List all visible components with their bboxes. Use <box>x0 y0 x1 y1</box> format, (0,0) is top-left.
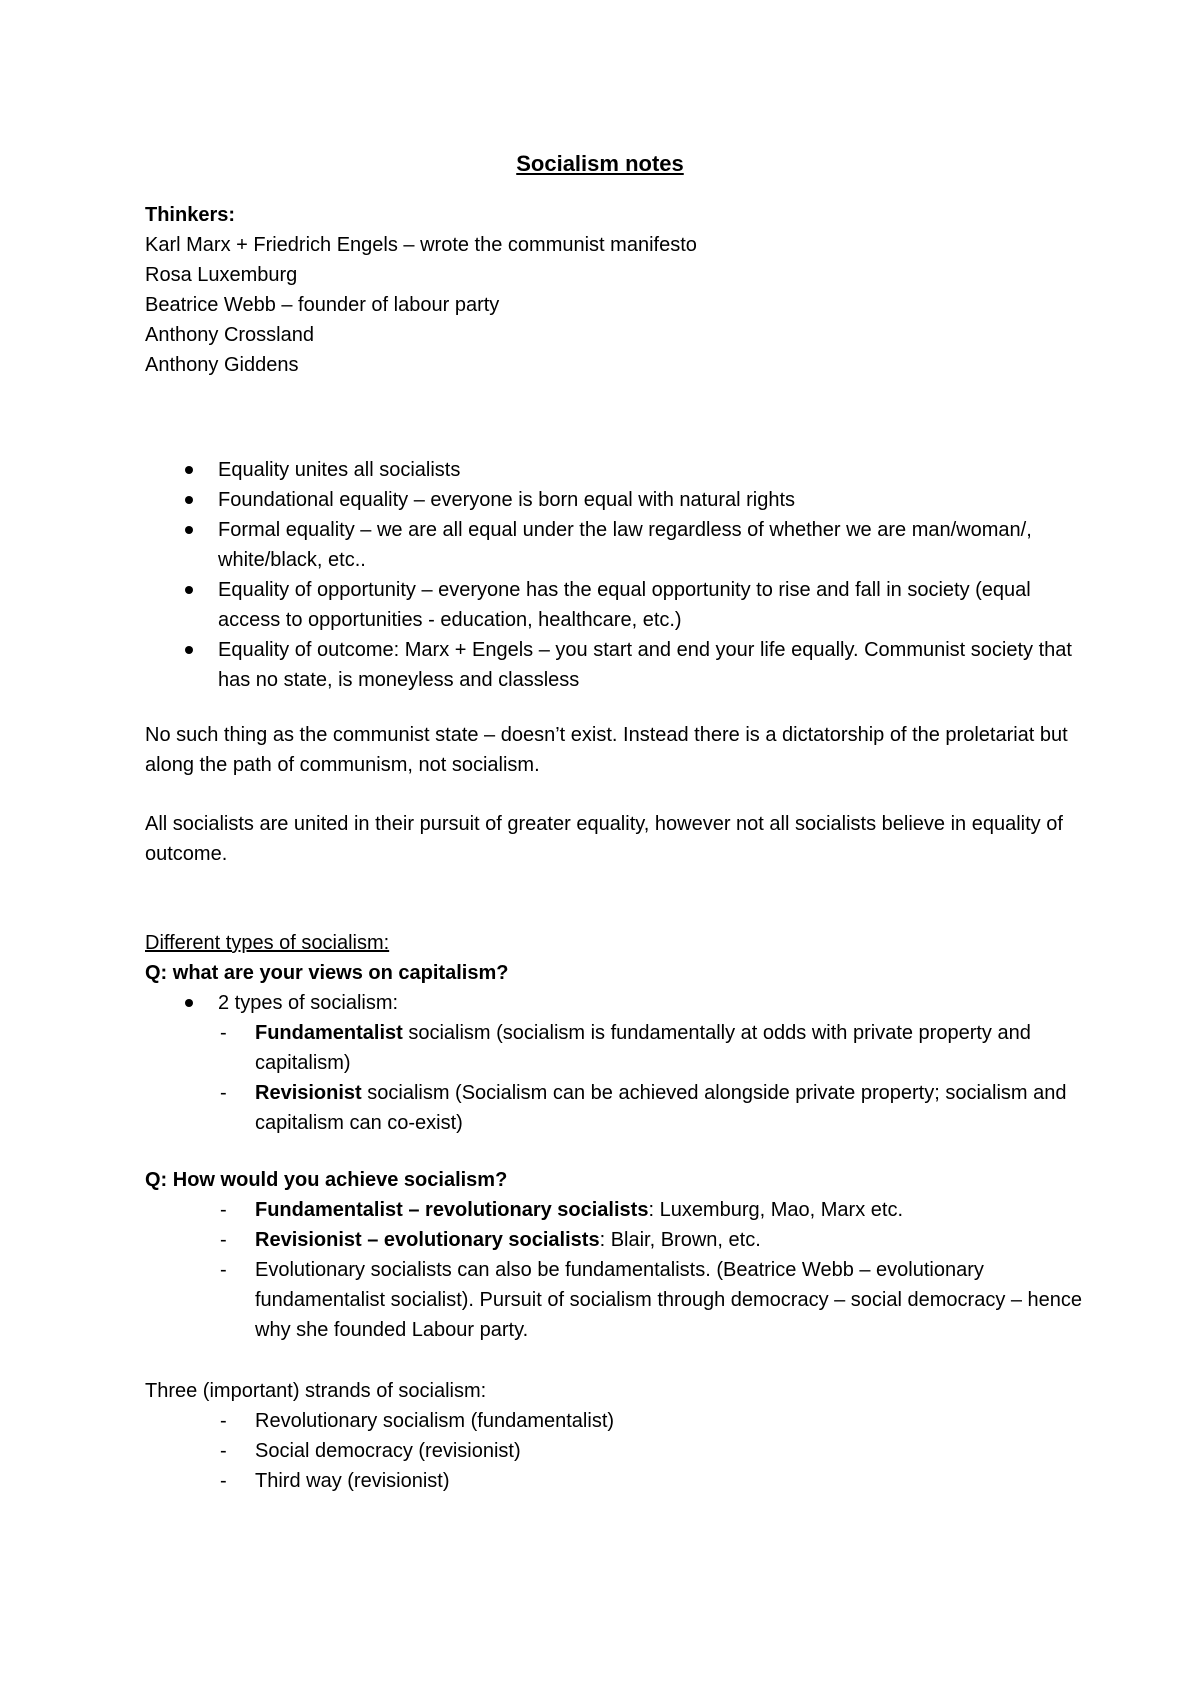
list-item: Foundational equality – everyone is born equal with natural rights <box>145 485 1085 515</box>
thinker-line: Anthony Giddens <box>145 354 299 376</box>
achieve-section <box>145 1165 1085 1345</box>
list-item: Equality of outcome: Marx + Engels – you start and end your life equally. Communist society that has no state, is moneyless and classless <box>145 635 1085 695</box>
types-question: Q: what are your views on capitalism? <box>145 962 509 984</box>
thinkers-section <box>145 200 1085 380</box>
types-bullet-list <box>145 988 1085 1018</box>
list-item: Equality of opportunity – everyone has the equal opportunity to rise and fall in society (equal access to opportunities - education, healthcare, etc.) <box>145 575 1085 635</box>
types-section <box>145 928 1085 1138</box>
list-item: - Third way (revisionist) <box>145 1466 1085 1496</box>
thinker-line: Beatrice Webb – founder of labour party <box>145 294 500 316</box>
term-bold: Fundamentalist <box>255 1022 403 1044</box>
list-item <box>145 1255 1085 1345</box>
list-item: Equality unites all socialists <box>145 455 1085 485</box>
thinker-line: Karl Marx + Friedrich Engels – wrote the communist manifesto <box>145 234 697 256</box>
term-text: : Blair, Brown, etc. <box>599 1229 761 1251</box>
list-item <box>145 1018 1085 1078</box>
thinker-line: Anthony Crossland <box>145 324 314 346</box>
term-text: : Luxemburg, Mao, Marx etc. <box>648 1199 903 1221</box>
paragraph: All socialists are united in their pursuit of greater equality, however not all socialists believe in equality of outcome. <box>145 813 1063 865</box>
list-item <box>145 1078 1085 1138</box>
achieve-dash-list <box>145 1195 1085 1345</box>
term-bold: Revisionist – evolutionary socialists <box>255 1229 600 1251</box>
term-text: Evolutionary socialists can also be fundamentalists. (Beatrice Webb – evolutionary fundamentalist socialist). Pursuit of socialism through democracy – social democracy – hence why she founded Labour party. <box>255 1259 1083 1341</box>
paragraph-equality <box>145 809 1085 869</box>
list-item: - Social democracy (revisionist) <box>145 1436 1085 1466</box>
paragraph: No such thing as the communist state – doesn’t exist. Instead there is a dictatorship of the proletariat but along the path of communism, not socialism. <box>145 724 1068 776</box>
list-item: 2 types of socialism: <box>145 988 1085 1018</box>
list-item: - Revolutionary socialism (fundamentalist) <box>145 1406 1085 1436</box>
list-item: Formal equality – we are all equal under the law regardless of whether we are man/woman/, white/black, etc.. <box>145 515 1085 575</box>
strands-dash-list <box>145 1406 1085 1496</box>
term-text: socialism (Socialism can be achieved alongside private property; socialism and capitalism can co-exist) <box>255 1082 1067 1134</box>
list-item <box>145 1195 1085 1225</box>
paragraph-communist-state <box>145 720 1085 780</box>
equality-list <box>145 455 1085 695</box>
strands-heading: Three (important) strands of socialism: <box>145 1380 487 1402</box>
types-dash-list <box>145 1018 1085 1138</box>
strands-section <box>145 1376 1085 1496</box>
thinker-line: Rosa Luxemburg <box>145 264 298 286</box>
thinkers-heading: Thinkers: <box>145 204 236 226</box>
equality-section <box>145 455 1085 695</box>
term-bold: Fundamentalist – revolutionary socialists <box>255 1199 649 1221</box>
list-item <box>145 1225 1085 1255</box>
term-bold: Revisionist <box>255 1082 362 1104</box>
term-text: socialism (socialism is fundamentally at odds with private property and capitalism) <box>255 1022 1031 1074</box>
achieve-question: Q: How would you achieve socialism? <box>145 1169 508 1191</box>
types-heading: Different types of socialism: <box>145 932 390 954</box>
page-title: Socialism notes <box>516 151 684 176</box>
